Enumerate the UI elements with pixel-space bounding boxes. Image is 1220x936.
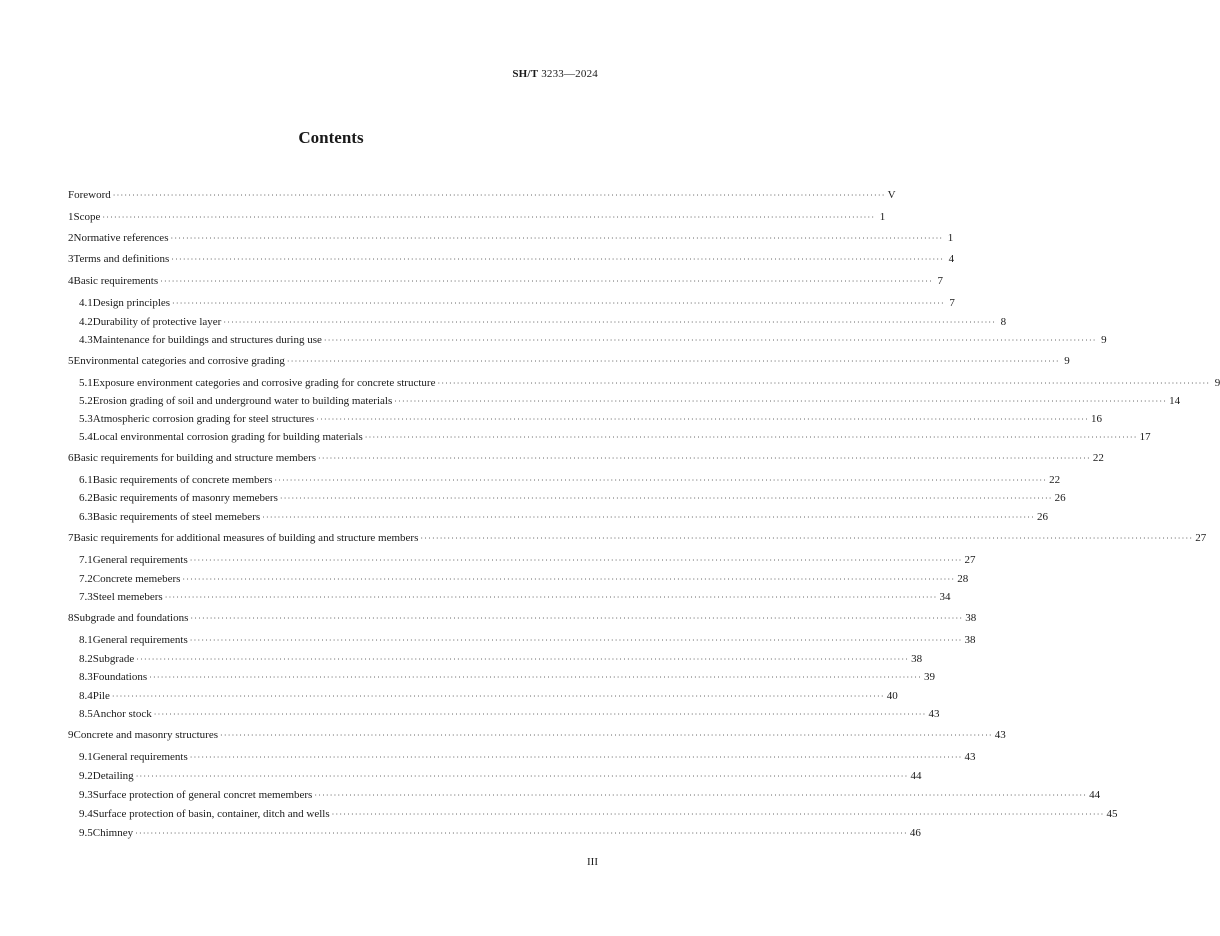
toc-entry-number: 9 (68, 729, 74, 741)
toc-entry-number: 1 (68, 211, 74, 223)
toc-entry-number: 4 (68, 275, 74, 287)
toc-entry-number: 4.3 (79, 334, 93, 346)
toc-entry[interactable] (68, 210, 886, 225)
toc-entry[interactable] (79, 430, 1151, 445)
toc-entry[interactable] (79, 689, 898, 704)
toc-entry[interactable] (79, 670, 935, 685)
toc-entry-page: 1 (947, 232, 954, 244)
toc-entry-label: Erosion grading of soil and underground water to building materials (92, 395, 393, 407)
toc-entry-label: Concrete memebers (92, 573, 181, 585)
toc-dot-leader: ········································································································································································································ (172, 299, 945, 308)
toc-entry-number: 9.2 (79, 770, 93, 782)
toc-dot-leader: ········································································································································································································ (364, 433, 1138, 442)
toc-dot-leader: ········································································································································································································ (135, 772, 909, 781)
toc-entry-label: Basic requirements of steel memebers (92, 511, 261, 523)
toc-dot-leader: ········································································································································································································ (170, 234, 944, 243)
toc-entry[interactable] (79, 510, 1048, 525)
toc-entry[interactable] (79, 652, 923, 667)
toc-entry-label: Basic requirements for additional measures of building and structure members (73, 532, 419, 544)
toc-entry-number: 9.5 (79, 827, 93, 839)
toc-entry-label: Basic requirements (73, 275, 159, 287)
toc-entry-page: 43 (964, 751, 976, 763)
toc-entry-label: Terms and definitions (73, 253, 170, 265)
toc-entry-page: 4 (948, 253, 955, 265)
toc-dot-leader: ········································································································································································································ (182, 575, 956, 584)
toc-entry-label: Foundations (92, 671, 148, 683)
toc-entry-number: 8 (68, 612, 74, 624)
toc-entry-page: 46 (909, 827, 921, 839)
toc-entry-label: General requirements (92, 634, 188, 646)
toc-entry-number: 3 (68, 253, 74, 265)
toc-entry-number: 8.3 (79, 671, 93, 683)
toc-entry[interactable] (79, 333, 1107, 348)
toc-entry-label: Basic requirements of masonry memebers (92, 492, 278, 504)
toc-dot-leader: ········································································································································································································ (189, 753, 963, 762)
toc-dot-leader: ········································································································································································································ (323, 336, 1097, 345)
toc-entry[interactable] (79, 296, 955, 311)
toc-entry-page: 44 (1089, 789, 1101, 801)
toc-entry[interactable] (79, 826, 921, 841)
toc-entry[interactable] (79, 473, 1061, 488)
toc-entry-label: Basic requirements for building and structure members (73, 452, 317, 464)
toc-dot-leader: ········································································································································································································ (331, 810, 1105, 819)
toc-entry[interactable] (68, 188, 896, 203)
toc-entry-page: 26 (1054, 492, 1066, 504)
toc-dot-leader: ········································································································································································································ (219, 731, 993, 740)
toc-entry-page: 40 (886, 690, 898, 702)
toc-entry[interactable] (79, 707, 940, 722)
toc-entry-label: Exposure environment categories and corrosive grading for concrete structure (92, 377, 436, 389)
toc-entry-page: 16 (1091, 413, 1103, 425)
toc-entry-number: 5 (68, 355, 74, 367)
toc-dot-leader: ········································································································································································································ (149, 673, 922, 682)
toc-entry[interactable] (79, 807, 1118, 822)
toc-entry[interactable] (79, 376, 1220, 391)
toc-dot-leader: ········································································································································································································ (112, 191, 886, 200)
toc-entry-label: Environmental categories and corrosive grading (73, 355, 285, 367)
toc-entry-page: 22 (1092, 452, 1104, 464)
toc-dot-leader: ········································································································································································································ (262, 513, 1035, 522)
toc-entry-label: Pile (92, 690, 110, 702)
toc-entry-page: 27 (1195, 532, 1207, 544)
toc-entry[interactable] (79, 315, 1007, 330)
toc-entry-number: 9.4 (79, 808, 93, 820)
toc-entry-page: 14 (1169, 395, 1181, 407)
toc-entry-page: 7 (949, 297, 955, 309)
toc-entry-label: Scope (73, 211, 101, 223)
toc-entry-page: 38 (964, 634, 976, 646)
toc-entry-number: 5.4 (79, 431, 93, 443)
toc-entry-number: 7 (68, 532, 74, 544)
toc-entry-page: 27 (964, 554, 976, 566)
toc-entry-label: Foreword (68, 189, 111, 201)
toc-entry-number: 6.1 (79, 474, 93, 486)
toc-entry-page: 43 (928, 708, 940, 720)
toc-entry[interactable] (79, 590, 951, 605)
toc-entry[interactable] (68, 231, 954, 246)
toc-entry[interactable] (68, 728, 1006, 743)
toc-dot-leader: ········································································································································································································ (223, 318, 997, 327)
toc-entry[interactable] (79, 394, 1181, 409)
toc-dot-leader: ········································································································································································································ (394, 397, 1168, 406)
toc-entry-page: 28 (957, 573, 969, 585)
toc-entry-number: 4.1 (79, 297, 93, 309)
toc-entry-label: Local environmental corrosion grading for building materials (92, 431, 363, 443)
toc-entry[interactable] (79, 769, 922, 784)
toc-entry-label: Maintenance for buildings and structures during use (92, 334, 322, 346)
toc-entry-number: 6.3 (79, 511, 93, 523)
page-number: III (587, 856, 598, 868)
page-title: Contents (298, 128, 364, 147)
toc-entry-number: 4.2 (79, 316, 93, 328)
toc-dot-leader: ········································································································································································································ (189, 636, 963, 645)
toc-entry[interactable] (68, 531, 1207, 546)
toc-dot-leader: ········································································································································································································ (111, 692, 885, 701)
toc-entry[interactable] (79, 553, 976, 568)
toc-entry-number: 9.3 (79, 789, 93, 801)
toc-entry-label: Surface protection of general concret memembers (92, 789, 313, 801)
toc-entry-label: Steel memebers (92, 591, 163, 603)
standard-code-prefix: SH/T (512, 68, 539, 80)
toc-entry-number: 9.1 (79, 751, 93, 763)
toc-entry-label: General requirements (92, 554, 188, 566)
toc-entry-number: 6 (68, 452, 74, 464)
toc-entry-page: V (887, 189, 896, 201)
toc-dot-leader: ········································································································································································································ (274, 476, 1048, 485)
toc-entry[interactable] (68, 274, 943, 289)
toc-entry-page: 44 (910, 770, 922, 782)
toc-dot-leader: ········································································································································································································ (279, 494, 1053, 503)
toc-entry[interactable] (79, 788, 1101, 803)
toc-entry[interactable] (68, 354, 1070, 369)
toc-entry-page: 38 (965, 612, 977, 624)
toc-entry-number: 7.3 (79, 591, 93, 603)
toc-entry-label: Chimney (92, 827, 134, 839)
toc-dot-leader: ········································································································································································································ (420, 534, 1194, 543)
toc-entry-label: Subgrade and foundations (73, 612, 189, 624)
toc-entry-label: Atmospheric corrosion grading for steel structures (92, 413, 315, 425)
toc-entry-number: 7.1 (79, 554, 93, 566)
toc-dot-leader: ········································································································································································································ (318, 454, 1091, 463)
toc-entry[interactable] (68, 451, 1104, 466)
toc-entry-label: General requirements (92, 751, 188, 763)
toc-entry-number: 7.2 (79, 573, 93, 585)
toc-entry-page: 9 (1214, 377, 1220, 389)
standard-code (512, 68, 598, 80)
toc-entry-label: Detailing (92, 770, 134, 782)
toc-dot-leader: ········································································································································································································ (153, 710, 927, 719)
toc-entry-label: Basic requirements of concrete members (92, 474, 273, 486)
toc-dot-leader: ········································································································································································································ (190, 614, 964, 623)
toc-entry-label: Anchor stock (92, 708, 152, 720)
toc-dot-leader: ········································································································································································································ (135, 829, 908, 838)
toc-entry-page: 9 (1064, 355, 1070, 367)
toc-entry-page: 22 (1049, 474, 1061, 486)
toc-dot-leader: ········································································································································································································ (136, 655, 910, 664)
toc-dot-leader: ········································································································································································································ (171, 255, 945, 264)
toc-dot-leader: ········································································································································································································ (286, 357, 1060, 366)
toc-entry-number: 8.1 (79, 634, 93, 646)
toc-dot-leader: ········································································································································································································ (160, 277, 933, 286)
toc-dot-leader: ········································································································································································································ (164, 593, 938, 602)
toc-entry[interactable] (79, 412, 1103, 427)
toc-entry-number: 8.4 (79, 690, 93, 702)
toc-entry[interactable] (79, 750, 976, 765)
toc-entry[interactable] (68, 252, 955, 267)
toc-dot-leader: ········································································································································································································ (437, 379, 1211, 388)
toc-dot-leader: ········································································································································································································ (102, 213, 876, 222)
toc-entry-number: 2 (68, 232, 74, 244)
toc-entry-page: 8 (1000, 316, 1007, 328)
toc-entry-page: 17 (1139, 431, 1151, 443)
toc-entry[interactable] (79, 633, 976, 648)
toc-entry-number: 5.2 (79, 395, 93, 407)
toc-entry-label: Normative references (73, 232, 169, 244)
toc-entry-number: 8.2 (79, 653, 93, 665)
toc-entry-label: Durability of protective layer (92, 316, 222, 328)
toc-entry-page: 45 (1106, 808, 1118, 820)
toc-entry[interactable] (68, 611, 977, 626)
toc-entry-label: Concrete and masonry structures (73, 729, 218, 741)
toc-entry-number: 5.3 (79, 413, 93, 425)
toc-entry-page: 7 (937, 275, 943, 287)
toc-entry-page: 9 (1101, 334, 1107, 346)
toc-entry-label: Design principles (92, 297, 171, 309)
toc-entry-page: 38 (911, 653, 923, 665)
toc-entry[interactable] (79, 572, 969, 587)
toc-entry[interactable] (79, 491, 1066, 506)
toc-dot-leader: ········································································································································································································ (189, 556, 963, 565)
toc-dot-leader: ········································································································································································································ (316, 415, 1090, 424)
toc-entry-page: 39 (923, 671, 935, 683)
toc-entry-page: 26 (1036, 511, 1048, 523)
toc-entry-label: Surface protection of basin, container, ditch and wells (92, 808, 330, 820)
toc-entry-label: Subgrade (92, 653, 135, 665)
toc-entry-number: 5.1 (79, 377, 93, 389)
standard-code-number: 3233—2024 (541, 68, 598, 80)
toc-entry-number: 8.5 (79, 708, 93, 720)
toc-entry-page: 43 (994, 729, 1006, 741)
toc-entry-page: 1 (879, 211, 886, 223)
toc-dot-leader: ········································································································································································································ (314, 791, 1088, 800)
toc-entry-number: 6.2 (79, 492, 93, 504)
toc-entry-page: 34 (939, 591, 951, 603)
